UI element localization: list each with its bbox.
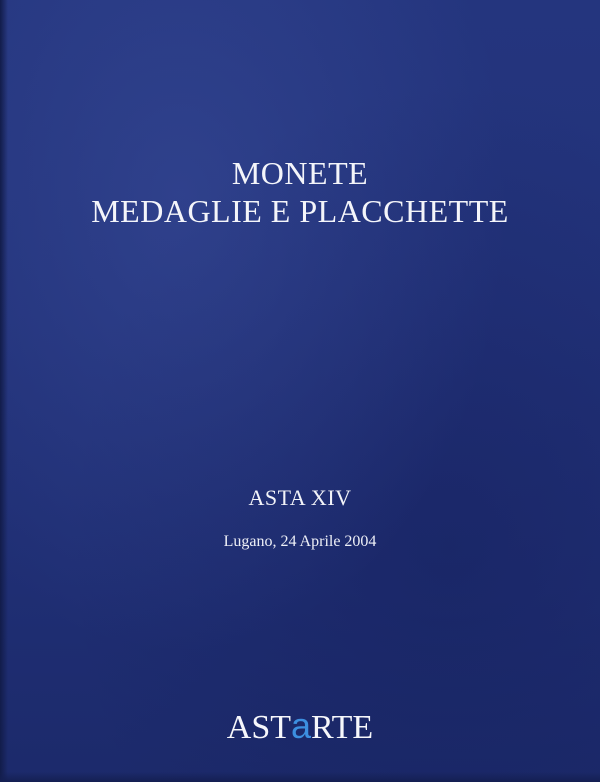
title-line-2: MEDAGLIE E PLACCHETTE bbox=[91, 193, 509, 229]
logo-part-2: RTE bbox=[311, 709, 374, 746]
auction-info bbox=[0, 484, 600, 552]
cover-title bbox=[0, 154, 600, 230]
cover-bottom-edge-shadow bbox=[0, 772, 600, 782]
logo-accent-letter: a bbox=[291, 705, 312, 746]
title-line-1: MONETE bbox=[231, 155, 369, 191]
cover-left-edge-shadow bbox=[0, 0, 8, 782]
auction-date: Lugano, 24 Aprile 2004 bbox=[223, 533, 377, 550]
publisher-logo bbox=[0, 706, 600, 748]
logo-part-1: AST bbox=[226, 709, 291, 746]
auction-name: ASTA XIV bbox=[248, 485, 352, 510]
